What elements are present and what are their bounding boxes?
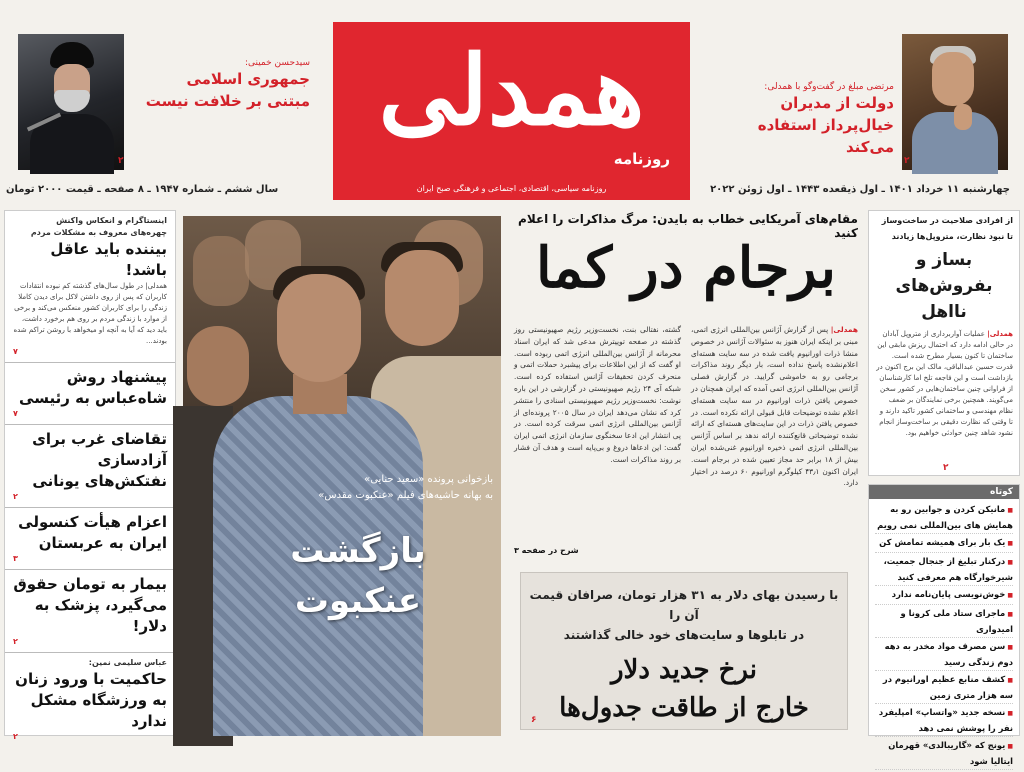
short-news-item[interactable]: ■ یک بار برای همیشه تمامش کن: [875, 534, 1013, 553]
right-story-builders[interactable]: [868, 210, 1020, 476]
lead-headline: برجام در کما: [536, 235, 836, 301]
story-page-number: ۷: [13, 347, 18, 356]
photo-headline: [223, 526, 493, 626]
dollar-headline-line-2: خارج از طاقت جدول‌ها: [559, 693, 809, 723]
lead-kicker: مقام‌های آمریکایی خطاب به بایدن: مرگ مذاکرات را اعلام کنید: [518, 212, 858, 240]
left-story-shah-abbas[interactable]: [5, 363, 175, 425]
logo-word: روزنامه: [613, 150, 670, 168]
dollar-page-number: ۶: [531, 715, 537, 725]
issue-date: چهارشنبه ۱۱ خرداد ۱۴۰۱ ـ اول ذیقعده ۱۴۴۳ ـ اول ژوئن ۲۰۲۲: [710, 184, 1010, 195]
dateline: [0, 182, 1024, 200]
story-headline-line-1: بساز و بفروش‌های: [895, 250, 993, 296]
dollar-story[interactable]: [520, 572, 848, 730]
photo-caption-line-1: بازخوانی پرونده «سعید حنایی»: [364, 474, 493, 485]
story-kicker: چهره‌های معروف به مشکلات مردم: [30, 228, 167, 237]
short-news-box: [868, 484, 1020, 766]
story-page-number: ۷: [13, 409, 18, 418]
story-body: همدلی| در طول سال‌های گذشته کم نبوده انتقادات کاربران که پس از روی داشتن لاکل برای دیدن کاملا زندگی را برای کاربران کشور منعکس می‌کند و برخی از موارد با زندگی مردم بر روی هم برخورد داشت، باید دید که آیا به آنچه او میخواهد با روشن تراکم شده بودند...: [13, 282, 167, 345]
teaser-left-kicker: سیدحسن خمینی:: [244, 58, 310, 68]
dollar-headline-line-1: نرخ جدید دلار: [610, 655, 758, 685]
teaser-photo-cleric[interactable]: [18, 34, 124, 170]
left-column: [4, 210, 176, 741]
story-source-tag: همدلی|: [987, 330, 1013, 338]
teaser-right-headline-2: خیال‌پرداز استفاده می‌کند: [757, 116, 894, 156]
left-story-consular[interactable]: [5, 508, 175, 570]
short-news-item[interactable]: ■ سن مصرف مواد مخدر به دهه دوم زندگی رسید: [875, 638, 1013, 671]
teaser-right-kicker: مرتضی مبلغ در گفت‌وگو با همدلی:: [764, 82, 894, 92]
story-page-number: ۲: [13, 637, 18, 646]
left-story-tankers[interactable]: [5, 425, 175, 508]
story-page-number: ۳: [13, 554, 18, 563]
dollar-kicker: [521, 585, 847, 645]
story-body: [869, 329, 1019, 439]
story-kicker: اینستاگرام و انعکاس واکنش: [56, 216, 167, 225]
lead-source-tag: همدلی|: [830, 325, 858, 334]
dollar-kicker-line-2: در تابلوها و سایت‌های خود خالی گذاشتند: [563, 628, 805, 642]
teaser-right-headline-1: دولت از مدیران: [780, 94, 894, 112]
photo-caption-line-2: به بهانه حاشیه‌های فیلم «عنکبوت مقدس»: [318, 490, 493, 501]
story-body-text: عملیات آواربرداری از متروپل آبادان در حالی ادامه دارد که احتمال ریزش مابقی این ساختمان تا کنون بسیار مطرح شده است. قدرت حسین عبدالباقی، مالک این برج اکنون در بازداشت است و این فاجعه تلخ اما کارشناسان از فراوانی چنین ساختمان‌هایی در کشور سخن می‌گویند. همچنین برخی نمایندگان بر ضعف نظام مهندسی و ساختمانی کشور تاکید دارند و تا وقتی که نظارت دقیقی بر ساخت‌وساز انجام نشود شاهد چنین حوادثی خواهیم بود.: [876, 330, 1013, 437]
short-news-item[interactable]: ■ ماجرای ستاد ملی کرونا و امیدواری: [875, 605, 1013, 638]
story-headline: پیشنهاد روش شاه‌عباس به رئیسی: [19, 368, 167, 407]
logo-tagline: روزنامه سیاسی، اقتصادی، اجتماعی و فرهنگی صبح ایران: [416, 184, 607, 193]
teaser-right-page-number: ۲: [904, 156, 910, 166]
lead-story[interactable]: [514, 210, 858, 570]
short-news-item[interactable]: ■ کشف منابع عظیم اورانیوم در سه هزار متری زمین: [875, 671, 1013, 704]
story-headline: [869, 243, 1019, 329]
teaser-left-headline-2: مبتنی بر خلافت نیست: [145, 92, 310, 110]
dollar-headline: [521, 651, 847, 727]
lead-photo[interactable]: [183, 216, 501, 736]
photo-headline-line-1: بازگشت: [290, 531, 426, 571]
lead-body: [514, 324, 858, 554]
story-headline: تقاضای غرب برای آزادسازی نفتکش‌های یونانی: [32, 430, 167, 490]
short-news-list: [869, 499, 1019, 772]
story-headline: حاکمیت با ورود زنان به ورزشگاه مشکل ندارد: [15, 670, 167, 730]
lead-body-column-right: [691, 324, 858, 554]
teaser-left[interactable]: [130, 58, 310, 112]
left-story-instagram[interactable]: [5, 211, 175, 363]
short-news-item[interactable]: ■ درکنار تبلیغ از جنجال جمعیت، شیرخوارگاه هم معرفی کنید: [875, 553, 1013, 586]
short-news-item[interactable]: ■ مانیکن کردن و جوابین رو به همایش های بین‌المللی نمی رویم: [875, 501, 1013, 534]
story-page-number: ۲: [13, 492, 18, 501]
teaser-left-headline-1: جمهوری اسلامی: [186, 70, 310, 88]
lead-body-text: پس از گزارش آژانس بین‌المللی انرژی اتمی، مبنی بر اینکه ایران هنوز به سئوالات آژانس در خصوص منشا ذرات اورانیوم یافت شده در سه سایت هسته‌ای اعلام‌نشده پاسخ نداده است، بار دیگر روند مذاکرات برجامی رو به خاموشی گرایید. در گزارش فصلی آژانس بین‌المللی انرژی اتمی آمده که ایران همچنان در خصوص یافتن ذرات اورانیوم در سه سایت هسته‌ای اعلام نشده توضیحات قابل قبولی ارائه نکرده است. در خصوص یافتن ذرات در این سایت‌های هسته‌ای که ارائه نشده توضیحاتی قانع‌کننده ارائه ندهد بر اساس آژانس بین‌المللی انرژی اتمی ذخیره اورانیوم غنی‌شده ایران بیش از ۱۸ برابر حد مجاز تعیین شده در برجام است. ایران اکنون ۴۳٫۱ کیلوگرم اورانیوم ۶۰ درصد در اختیار دارد.: [691, 325, 859, 488]
teaser-left-page-number: ۲: [118, 156, 124, 166]
left-story-stadium[interactable]: [5, 653, 175, 747]
story-headline: بیننده باید عاقل باشد!: [50, 240, 167, 279]
short-news-title: کوتاه: [869, 485, 1019, 499]
photo-headline-line-2: عنکبوت: [294, 581, 422, 621]
story-page-number: ۲: [13, 732, 18, 741]
left-story-doctors[interactable]: [5, 570, 175, 653]
continued-on-page[interactable]: شرح در صفحه ۳: [514, 546, 579, 555]
short-news-item[interactable]: ■ یونج که «گاریبالدی» قهرمان ایتالیا شود: [875, 737, 1013, 770]
logo-main-text: همدلی: [378, 34, 645, 147]
newspaper-logo[interactable]: [333, 22, 690, 200]
story-headline-line-2: نااهل: [921, 302, 967, 322]
teaser-right[interactable]: [710, 82, 894, 158]
lead-body-column-left: گشته، نفتالی بنت، نخست‌وزیر رژیم صهیونیستی روز گذشته در صفحه توییترش مدعی شد که ایران اسناد محرمانه از آژانس بین‌المللی انرژی اتمی ربوده است. او گفت که از این اطلاعات برای پیشبرد حملات اتمی و منحرف کردن تحقیقات آژانس استفاده کرده است. شبکه آی ۲۴ رژیم صهیونیستی در گزارشی در این باره نوشت: نخست‌وزیر رژیم صهیونیستی اسنادی را منتشر کرد که نشان می‌دهد ایران در سال ۲۰۰۵ پرونده‌ای از آژانس بین‌المللی انرژی اتمی سرقت کرده است. در پی انتشار این ادعا سخنگوی سازمان انرژی اتمی ایران گفت: این ادعاها دروغ و بی‌پایه است و هدف آن فشار بر روند مذاکرات است.: [514, 325, 681, 464]
short-news-item[interactable]: ■ خوش‌نویسی پایان‌نامه ندارد: [875, 586, 1013, 605]
story-page-number: ۲: [943, 463, 949, 473]
photo-caption: [253, 472, 493, 504]
story-headline: اعزام هیأت کنسولی ایران به عربستان: [18, 513, 167, 552]
short-news-item[interactable]: ■ نسخه جدید «واتساپ» امپلیفرد نفر را پوشش نمی دهد: [875, 704, 1013, 737]
issue-info: سال ششم ـ شماره ۱۹۴۷ ـ ۸ صفحه ـ قیمت ۲۰۰۰ تومان: [6, 184, 279, 195]
story-kicker: تا نبود نظارت، متروپل‌ها زیادند: [891, 232, 1013, 241]
teaser-photo-interviewee[interactable]: [902, 34, 1008, 170]
story-kicker: از افرادی صلاحیت در ساخت‌وساز: [881, 216, 1013, 225]
dollar-kicker-line-1: با رسیدن بهای دلار به ۳۱ هزار تومان، صرافان قیمت آن را: [529, 588, 839, 622]
story-kicker: عباس سلیمی نمین:: [88, 658, 167, 667]
story-headline: بیمار به تومان حقوق می‌گیرد، پزشک به دلار!: [13, 575, 167, 635]
